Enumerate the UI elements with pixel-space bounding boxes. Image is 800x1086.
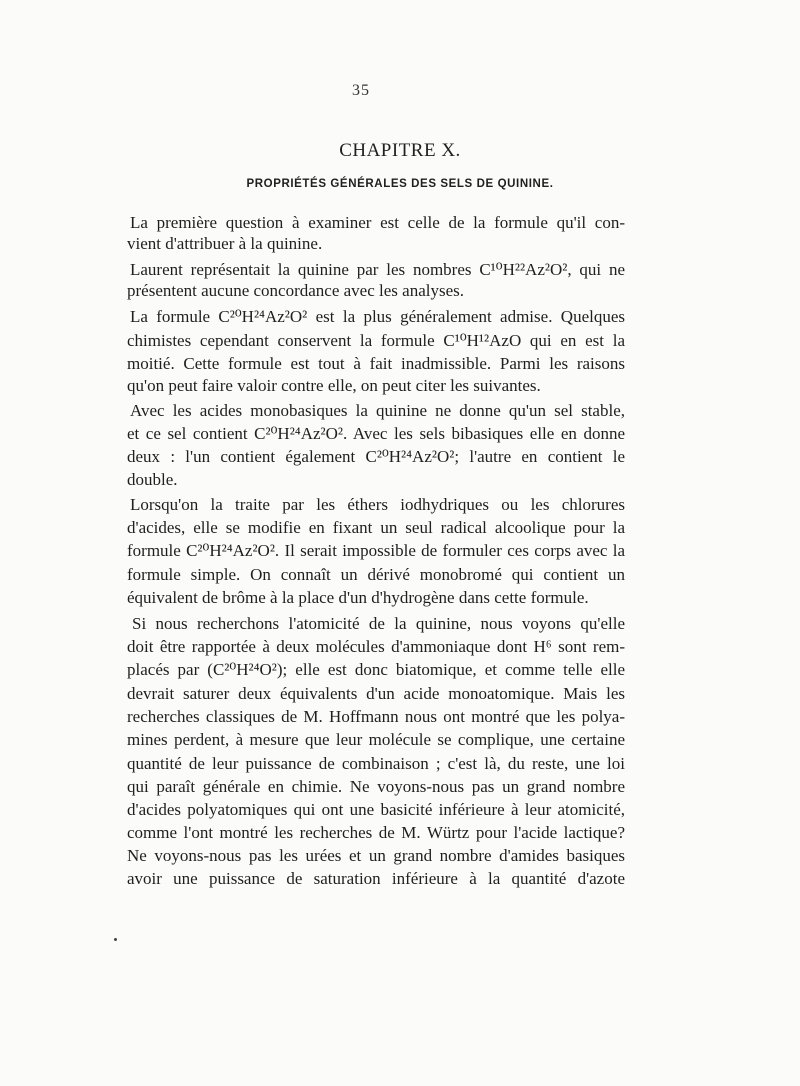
- text-line: doit être rapportée à deux molécules d'ammoniaque dont H⁶ sont rem-: [127, 637, 625, 656]
- text-line: Si nous recherchons l'atomicité de la quinine, nous voyons qu'elle: [132, 614, 625, 633]
- text-line: placés par (C²⁰H²⁴O²); elle est donc biatomique, et comme telle elle: [127, 660, 625, 679]
- text-line: formule C²⁰H²⁴Az²O². Il serait impossible de formuler ces corps avec la: [127, 541, 625, 560]
- text-line: Avec les acides monobasiques la quinine ne donne qu'un sel stable,: [130, 401, 625, 420]
- text-line: d'acides polyatomiques qui ont une basicité inférieure à leur atomicité,: [127, 800, 625, 819]
- text-line: avoir une puissance de saturation inférieure à la quantité d'azote: [127, 869, 625, 888]
- section-title: PROPRIÉTÉS GÉNÉRALES DES SELS DE QUININE.: [246, 178, 554, 190]
- text-line: qu'on peut faire valoir contre elle, on peut citer les suivantes.: [127, 376, 541, 395]
- text-line: moitié. Cette formule est tout à fait inadmissible. Parmi les raisons: [127, 354, 625, 373]
- text-line: La formule C²⁰H²⁴Az²O² est la plus généralement admise. Quelques: [130, 307, 625, 326]
- text-line: Ne voyons-nous pas les urées et un grand nombre d'amides basiques: [127, 846, 625, 865]
- text-line: formule simple. On connaît un dérivé monobromé qui contient un: [127, 565, 625, 584]
- chapter-title: CHAPITRE X.: [339, 140, 461, 161]
- page-number: 35: [352, 82, 370, 99]
- text-line: comme l'ont montré les recherches de M. Würtz pour l'acide lactique?: [127, 823, 625, 842]
- text-line: chimistes cependant conservent la formule C¹⁰H¹²AzO qui en est la: [127, 331, 625, 350]
- text-line: mines perdent, à mesure que leur molécule se complique, une certaine: [127, 730, 625, 749]
- text-line: et ce sel contient C²⁰H²⁴Az²O². Avec les sels bibasiques elle en donne: [127, 424, 625, 443]
- text-line: devrait saturer deux équivalents d'un acide monoatomique. Mais les: [127, 684, 625, 703]
- text-line: recherches classiques de M. Hoffmann nous ont montré que les polya-: [127, 707, 625, 726]
- text-line: équivalent de brôme à la place d'un d'hydrogène dans cette formule.: [127, 588, 589, 607]
- text-line: présentent aucune concordance avec les analyses.: [127, 281, 464, 300]
- text-line: d'acides, elle se modifie en fixant un seul radical alcoolique pour la: [127, 518, 625, 537]
- text-line: quantité de leur puissance de combinaison ; c'est là, du reste, une loi: [127, 754, 625, 773]
- text-line: Laurent représentait la quinine par les nombres C¹⁰H²²Az²O², qui ne: [130, 260, 625, 279]
- text-line: La première question à examiner est celle de la formule qu'il con-: [130, 213, 625, 232]
- text-line: qui paraît générale en chimie. Ne voyons-nous pas un grand nombre: [127, 777, 625, 796]
- text-line: Lorsqu'on la traite par les éthers iodhydriques ou les chlorures: [130, 495, 625, 514]
- text-line: double.: [127, 470, 178, 489]
- ink-speck: [114, 938, 117, 941]
- text-line: vient d'attribuer à la quinine.: [127, 234, 323, 253]
- text-line: deux : l'un contient également C²⁰H²⁴Az²O²; l'autre en contient le: [127, 447, 625, 466]
